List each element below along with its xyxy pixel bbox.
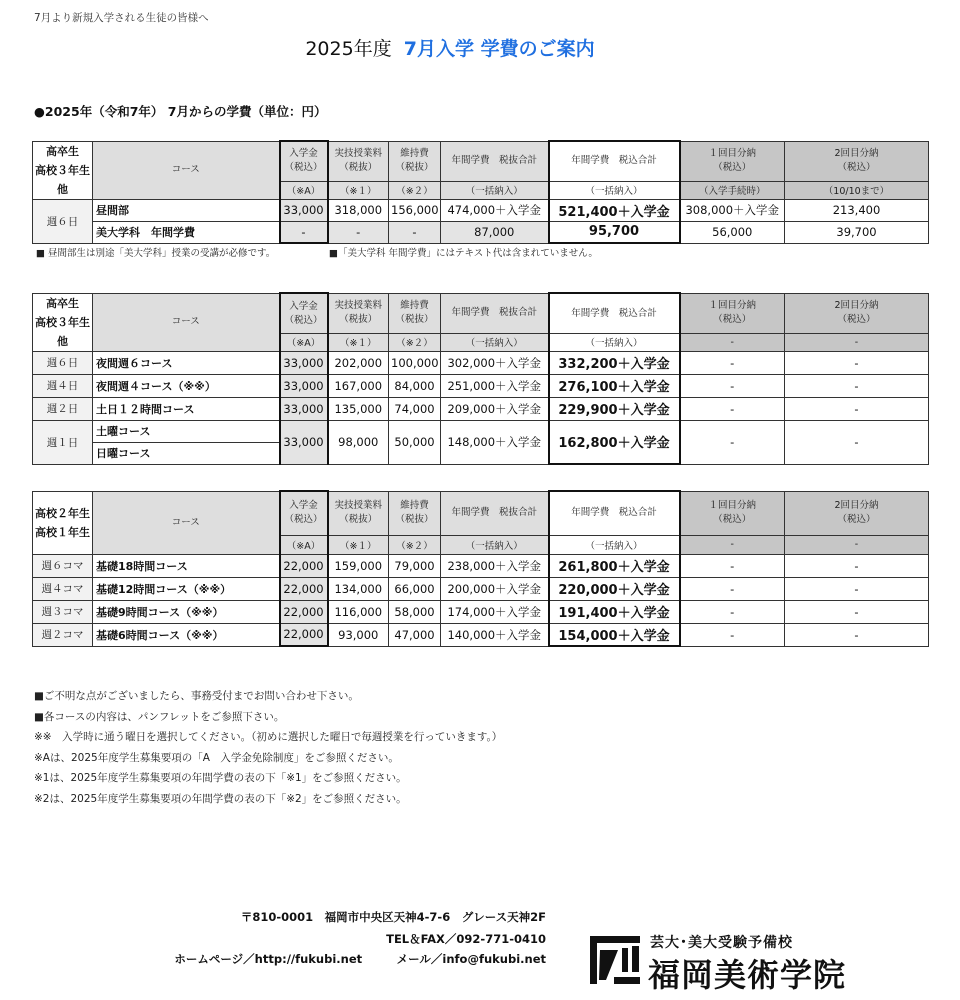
note-line: ※Aは、2025年度学生募集要項の「A 入学金免除制度」をご参照ください。	[34, 751, 399, 764]
fee-table-foundation: 高校２年生 高校１年生 コース 入学金 （税込） 実技授業料 （税抜） 維持費 （税抜） 年間学費 税抜合計 年間学費 税込合計 １回目分納 （税込） 2回目分納 （税込） （※A） （※１） （※２） （一括納入） （一括納入） - - 週６コマ 基礎18時間コース 22,000 159,000 79,000 238,000＋入学金 261,800＋入学金 - - 週４コマ 基礎12時間コース（※※） 22,000 134,000 66,000 200,000＋入学金 220,000＋入学金 - - 週３コマ 基礎9時間コース（※※） 22,000 116,000 58,000 174,000＋入学金 191,400＋入学金 - - 週２コマ 基礎6時間コース（※※） 22,000 93,000 47,000 140,000＋入学金 154,000＋入学金 - -	[32, 490, 929, 647]
note-line: ※2は、2025年度学生募集要項の年間学費の表の下「※2」をご参照ください。	[34, 792, 407, 805]
table1-footnote-left: ■ 昼間部生は別途「美大学科」授業の受講が必修です。	[36, 248, 276, 259]
logo-subtitle: 芸大･美大受験予備校	[650, 935, 793, 951]
page-title	[0, 34, 900, 61]
note-line: ■各コースの内容は、パンフレットをご参照下さい。	[34, 710, 285, 723]
footer-address: 〒810-0001 福岡市中央区天神4-7-6 グレース天神2F	[240, 910, 546, 924]
section-title: ●2025年（令和7年） 7月からの学費（単位：円）	[34, 104, 327, 119]
fee-table-daytime: 高卒生 高校３年生 他 コース 入学金 （税込） 実技授業料 （税抜） 維持費 （税抜） 年間学費 税抜合計 年間学費 税込合計 １回目分納 （税込） 2回目分納 （税込） （※A） （※１） （※２） （一括納入） （一括納入） （入学手続時） （10/10まで） 週６日 昼間部 33,000 318,000 156,000 474,000＋入学金 521,400＋入学金 308,000＋入学金 213,400 美大学科 年間学費 - - - 87,000 95,700 56,000 39,700	[32, 140, 929, 244]
title-main: 7月入学 学費のご案内	[403, 38, 595, 60]
table1-footnote-right: ■「美大学科 年間学費」にはテキスト代は含まれていません。	[329, 248, 598, 259]
col-maint: 維持費 （税抜）	[389, 141, 441, 181]
table-row: 週６日 夜間週６コース 33,000 202,000 100,000 302,000＋入学金 332,200＋入学金 - -	[33, 351, 929, 374]
title-year: 2025年度	[305, 38, 392, 60]
note-line: ※※ 入学時に通う曜日を選択してください。（初めに選択した曜日で毎週授業を行っていきます。）	[34, 731, 503, 743]
table-row: 週４日 夜間週４コース（※※） 33,000 167,000 84,000 251,000＋入学金 276,100＋入学金 - -	[33, 374, 929, 397]
col-inst1: １回目分納 （税込）	[680, 141, 785, 181]
col-inst2: 2回目分納 （税込）	[785, 141, 929, 181]
footer-tel: TEL＆FAX／092-771-0410	[386, 932, 546, 946]
table-row: 日曜コース	[33, 442, 929, 464]
col-course: コース	[93, 141, 280, 199]
note-line: ■ご不明な点がございましたら、事務受付までお問い合わせ下さい。	[34, 690, 359, 702]
table-row: 週６日 昼間部 33,000 318,000 156,000 474,000＋入学金 521,400＋入学金 308,000＋入学金 213,400	[33, 199, 929, 221]
table-row: 週１日 土曜コース 33,000 98,000 50,000 148,000＋入学金 162,800＋入学金 - -	[33, 420, 929, 442]
table-row: 週２日 土日１２時間コース 33,000 135,000 74,000 209,000＋入学金 229,900＋入学金 - -	[33, 397, 929, 420]
col-entry: 入学金 （税込）	[280, 141, 328, 181]
group-label: 高卒生 高校３年生 他	[33, 293, 93, 351]
note-line: ※1は、2025年度学生募集要項の年間学費の表の下「※1」をご参照ください。	[34, 772, 407, 784]
col-annual-in: 年間学費 税込合計	[549, 141, 680, 181]
school-logo-mark	[588, 934, 642, 986]
day-label: 週６日	[33, 199, 93, 243]
table-row: 美大学科 年間学費 - - - 87,000 95,700 56,000 39,700	[33, 221, 929, 243]
table-row: 週３コマ 基礎9時間コース（※※） 22,000 116,000 58,000 174,000＋入学金 191,400＋入学金 - -	[33, 600, 929, 623]
col-practical: 実技授業料 （税抜）	[328, 141, 389, 181]
notes	[34, 686, 502, 809]
logo-title: 福岡美術学院	[648, 956, 847, 994]
table-row: 週２コマ 基礎6時間コース（※※） 22,000 93,000 47,000 140,000＋入学金 154,000＋入学金 - -	[33, 623, 929, 646]
table-row: 週６コマ 基礎18時間コース 22,000 159,000 79,000 238,000＋入学金 261,800＋入学金 - -	[33, 554, 929, 577]
group-label: 高校２年生 高校１年生	[33, 491, 93, 554]
footer-web: ホームページ／http://fukubi.net メール／info@fukubi.net	[174, 952, 546, 966]
fee-table-evening: 高卒生 高校３年生 他 コース 入学金 （税込） 実技授業料 （税抜） 維持費 （税抜） 年間学費 税抜合計 年間学費 税込合計 １回目分納 （税込） 2回目分納 （税込） （※A） （※１） （※２） （一括納入） （一括納入） - - 週６日 夜間週６コース 33,000 202,000 100,000 302,000＋入学金 332,200＋入学金 - - 週４日 夜間週４コース（※※） 33,000 167,000 84,000 251,000＋入学金 276,100＋入学金 - - 週２日 土日１２時間コース 33,000 135,000 74,000 209,000＋入学金 229,900＋入学金 - - 週１日 土曜コース 33,000 98,000 50,000 148,000＋入学金 162,800＋入学金 - - 日曜コース	[32, 292, 929, 465]
top-note: 7月より新規入学される生徒の皆様へ	[34, 12, 209, 24]
group-label: 高卒生 高校３年生 他	[33, 141, 93, 199]
col-annual-ex: 年間学費 税抜合計	[441, 141, 549, 181]
table-row: 週４コマ 基礎12時間コース（※※） 22,000 134,000 66,000 200,000＋入学金 220,000＋入学金 - -	[33, 577, 929, 600]
